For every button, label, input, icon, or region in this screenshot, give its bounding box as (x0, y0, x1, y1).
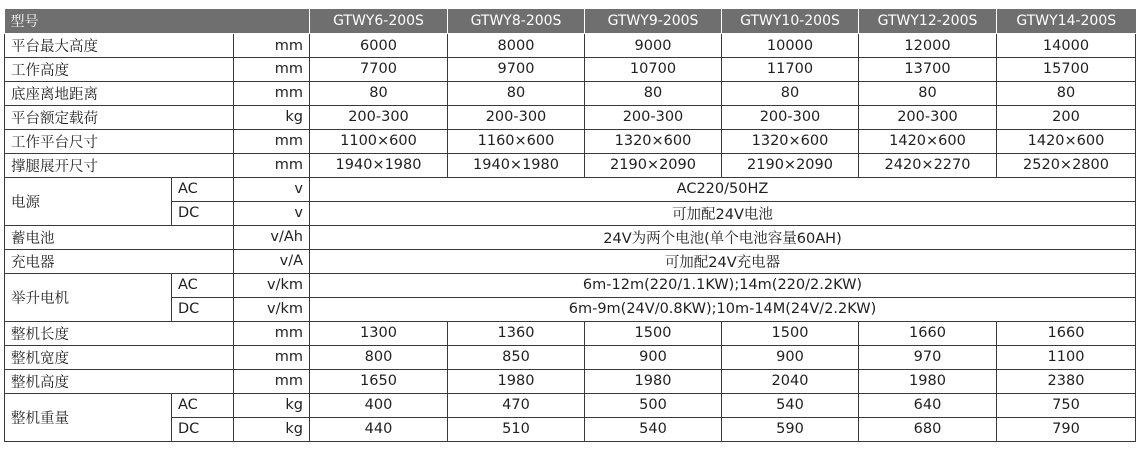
cell-value: 1420×600 (997, 129, 1136, 153)
cell-value: 7700 (310, 58, 448, 82)
cell-value: 1320×600 (722, 129, 859, 153)
cell-value: 12000 (859, 34, 997, 58)
row-sublabel: DC (172, 201, 234, 225)
cell-value: 200-300 (585, 105, 722, 129)
cell-value: 2380 (997, 369, 1136, 393)
cell-value: 590 (722, 417, 859, 441)
row-unit: kg (234, 417, 310, 441)
row-unit: mm (234, 81, 310, 105)
row-label: 底座离地距离 (5, 81, 234, 105)
cell-value: 9000 (585, 34, 722, 58)
table-row (5, 249, 1136, 273)
cell-value: 80 (997, 81, 1136, 105)
row-unit: mm (234, 129, 310, 153)
cell-value: 可加配24V充电器 (310, 249, 1136, 273)
table-row (5, 345, 1136, 369)
table-row (5, 393, 1136, 417)
row-unit: v/km (234, 297, 310, 321)
row-unit: kg (234, 105, 310, 129)
cell-value: 80 (448, 81, 585, 105)
cell-value: 440 (310, 417, 448, 441)
row-label: 整机长度 (5, 321, 234, 345)
cell-value: 10700 (585, 58, 722, 82)
cell-value: 640 (859, 393, 997, 417)
row-label: 充电器 (5, 249, 234, 273)
cell-value: 1500 (585, 321, 722, 345)
cell-value: 2040 (722, 369, 859, 393)
cell-value: 15700 (997, 58, 1136, 82)
row-unit: v/km (234, 273, 310, 297)
table-row (5, 34, 1136, 58)
table-row (5, 369, 1136, 393)
cell-value: 9700 (448, 58, 585, 82)
cell-value: 1660 (859, 321, 997, 345)
cell-value: 1100 (997, 345, 1136, 369)
row-unit: mm (234, 369, 310, 393)
row-label: 电源 (5, 177, 172, 225)
cell-value: 970 (859, 345, 997, 369)
cell-value: 540 (585, 417, 722, 441)
cell-value: 1100×600 (310, 129, 448, 153)
cell-value: 900 (722, 345, 859, 369)
row-label: 举升电机 (5, 273, 172, 321)
table-row (5, 129, 1136, 153)
cell-value: 1420×600 (859, 129, 997, 153)
cell-value: 2190×2090 (722, 153, 859, 177)
cell-value: 1940×1980 (448, 153, 585, 177)
table-row (5, 201, 1136, 225)
row-unit: mm (234, 34, 310, 58)
cell-value: 200-300 (448, 105, 585, 129)
table-row (5, 58, 1136, 82)
cell-value: 540 (722, 393, 859, 417)
row-sublabel: DC (172, 297, 234, 321)
model-name: GTWY10-200S (722, 9, 859, 34)
row-unit: v (234, 177, 310, 201)
cell-value: 1160×600 (448, 129, 585, 153)
cell-value: 200-300 (722, 105, 859, 129)
cell-value: 400 (310, 393, 448, 417)
row-sublabel: AC (172, 273, 234, 297)
cell-value: 80 (585, 81, 722, 105)
cell-value: 1980 (585, 369, 722, 393)
cell-value: 200 (997, 105, 1136, 129)
cell-value: 2520×2800 (997, 153, 1136, 177)
cell-value: AC220/50HZ (310, 177, 1136, 201)
row-label: 平台最大高度 (5, 34, 234, 58)
row-sublabel: DC (172, 417, 234, 441)
row-sublabel: AC (172, 393, 234, 417)
cell-value: 1660 (997, 321, 1136, 345)
cell-value: 14000 (997, 34, 1136, 58)
cell-value: 80 (310, 81, 448, 105)
cell-value: 6000 (310, 34, 448, 58)
row-sublabel: AC (172, 177, 234, 201)
cell-value: 2420×2270 (859, 153, 997, 177)
cell-value: 750 (997, 393, 1136, 417)
cell-value: 470 (448, 393, 585, 417)
cell-value: 900 (585, 345, 722, 369)
table-row (5, 177, 1136, 201)
cell-value: 1980 (448, 369, 585, 393)
row-label: 撑腿展开尺寸 (5, 153, 234, 177)
row-unit: mm (234, 153, 310, 177)
row-label: 蓄电池 (5, 225, 234, 249)
cell-value: 1320×600 (585, 129, 722, 153)
cell-value: 80 (859, 81, 997, 105)
row-label: 整机宽度 (5, 345, 234, 369)
table-row (5, 273, 1136, 297)
cell-value: 1940×1980 (310, 153, 448, 177)
cell-value: 1300 (310, 321, 448, 345)
row-label: 平台额定载荷 (5, 105, 234, 129)
model-name: GTWY6-200S (310, 9, 448, 34)
row-unit: v/Ah (234, 225, 310, 249)
row-unit: v (234, 201, 310, 225)
row-label: 整机高度 (5, 369, 234, 393)
table-row (5, 225, 1136, 249)
cell-value: 8000 (448, 34, 585, 58)
spec-table (4, 9, 1136, 442)
row-label: 工作高度 (5, 58, 234, 82)
cell-value: 1980 (859, 369, 997, 393)
cell-value: 800 (310, 345, 448, 369)
table-row (5, 105, 1136, 129)
cell-value: 2190×2090 (585, 153, 722, 177)
model-name: GTWY9-200S (585, 9, 722, 34)
cell-value: 13700 (859, 58, 997, 82)
table-row (5, 417, 1136, 441)
cell-value: 850 (448, 345, 585, 369)
cell-value: 200-300 (310, 105, 448, 129)
row-label: 工作平台尺寸 (5, 129, 234, 153)
cell-value: 1500 (722, 321, 859, 345)
row-unit: mm (234, 345, 310, 369)
cell-value: 1360 (448, 321, 585, 345)
model-name: GTWY8-200S (448, 9, 585, 34)
row-unit: mm (234, 321, 310, 345)
table-row (5, 297, 1136, 321)
row-unit: kg (234, 393, 310, 417)
table-row (5, 153, 1136, 177)
model-name: GTWY14-200S (997, 9, 1136, 34)
model-label: 型号 (5, 9, 310, 34)
row-label: 整机重量 (5, 393, 172, 441)
table-row (5, 81, 1136, 105)
cell-value: 500 (585, 393, 722, 417)
row-unit: mm (234, 58, 310, 82)
cell-value: 200-300 (859, 105, 997, 129)
cell-value: 80 (722, 81, 859, 105)
cell-value: 680 (859, 417, 997, 441)
cell-value: 790 (997, 417, 1136, 441)
cell-value: 510 (448, 417, 585, 441)
cell-value: 1650 (310, 369, 448, 393)
cell-value: 可加配24V电池 (310, 201, 1136, 225)
row-unit: v/A (234, 249, 310, 273)
cell-value: 24V为两个电池(单个电池容量60AH) (310, 225, 1136, 249)
table-row (5, 321, 1136, 345)
cell-value: 10000 (722, 34, 859, 58)
cell-value: 6m-9m(24V/0.8KW);10m-14M(24V/2.2KW) (310, 297, 1136, 321)
cell-value: 6m-12m(220/1.1KW);14m(220/2.2KW) (310, 273, 1136, 297)
header-row (5, 9, 1136, 34)
cell-value: 11700 (722, 58, 859, 82)
model-name: GTWY12-200S (859, 9, 997, 34)
